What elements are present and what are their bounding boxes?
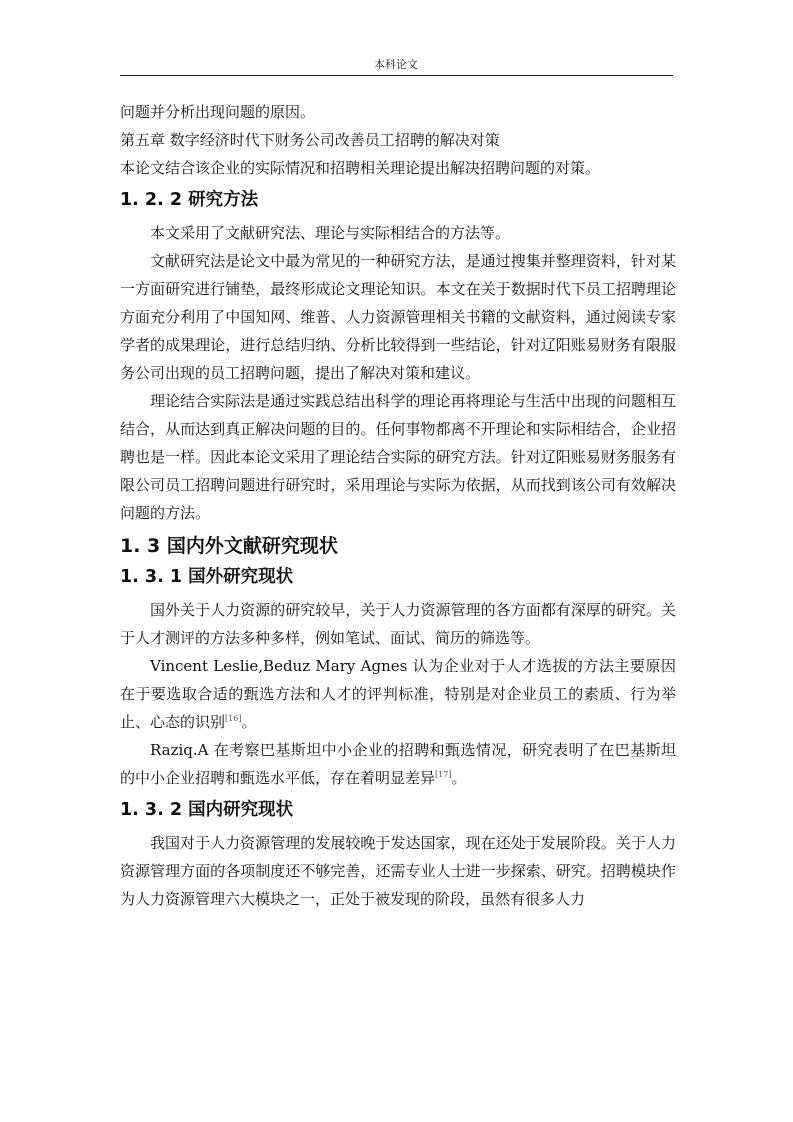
paragraph-methods-intro: 本文采用了文献研究法、理论与实际相结合的方法等。 bbox=[150, 224, 511, 242]
paragraph-end: 。 bbox=[451, 769, 467, 787]
paragraph-theory-practice: 理论结合实际法是通过实践总结出科学的理论再将理论与生活中出现的问题相互结合，从而达到真正解决问题的目的。任何事物都离不开理论和实际相结合，企业招聘也是一样。因此本论文采用了理论结合实际的研究方法。针对辽阳账易财务服务有限公司员工招聘问题进行研究时，采用理论与实际为依据，从而找到该公司有效解决问题的方法。 bbox=[120, 392, 676, 522]
page-header: 本科论文 bbox=[374, 58, 418, 71]
heading-1-3: 1. 3 国内外文献研究现状 bbox=[120, 535, 338, 557]
paragraph-summary: 本论文结合该企业的实际情况和招聘相关理论提出解决招聘问题的对策。 bbox=[120, 159, 601, 177]
paragraph-foreign-overview: 国外关于人力资源的研究较早，关于人力资源管理的各方面都有深厚的研究。关于人才测评的方法多种多样，例如笔试、面试、简历的筛选等。 bbox=[120, 601, 676, 647]
heading-1-2-2: 1. 2. 2 研究方法 bbox=[120, 190, 259, 210]
paragraph-literature-method: 文献研究法是论文中最为常见的一种研究方法，是通过搜集并整理资料，针对某一方面研究进行铺垫，最终形成论文理论知识。本文在关于数据时代下员工招聘理论方面充分利用了中国知网、维普、人力资源管理相关书籍的文献资料，通过阅读专家学者的成果理论，进行总结归纳、分析比较得到一些结论，针对辽阳账易财务有限服务公司出现的员工招聘问题，提出了解决对策和建议。 bbox=[120, 252, 676, 382]
paragraph-text: Vincent Leslie,Beduz Mary Agnes 认为企业对于人才选拔的方法主要原因在于要选取合适的甄选方法和人才的评判标准，特别是对企业员工的素质、行为举止、心态的识别 bbox=[120, 657, 676, 731]
chapter-five-summary: 第五章 数字经济时代下财务公司改善员工招聘的解决对策 bbox=[120, 131, 500, 149]
citation-16: [16] bbox=[225, 714, 242, 723]
heading-1-3-1: 1. 3. 1 国外研究现状 bbox=[120, 567, 294, 587]
paragraph-raziq bbox=[120, 736, 676, 792]
paragraph-continued: 问题并分析出现问题的原因。 bbox=[120, 103, 316, 121]
header-rule bbox=[120, 75, 673, 76]
paragraph-text: Raziq.A 在考察巴基斯坦中小企业的招聘和甄选情况，研究表明了在巴基斯坦的中小企业招聘和甄选水平低，存在着明显差异 bbox=[120, 741, 676, 787]
document-body bbox=[120, 98, 676, 913]
citation-17: [17] bbox=[435, 770, 452, 779]
heading-1-3-2: 1. 3. 2 国内研究现状 bbox=[120, 800, 294, 820]
paragraph-vincent-leslie bbox=[120, 652, 676, 736]
paragraph-domestic-overview: 我国对于人力资源管理的发展较晚于发达国家，现在还处于发展阶段。关于人力资源管理方面的各项制度还不够完善，还需专业人士进一步探索、研究。招聘模块作为人力资源管理六大模块之一，正处于被发现的阶段，虽然有很多人力 bbox=[120, 834, 676, 908]
paragraph-end: 。 bbox=[241, 713, 257, 731]
